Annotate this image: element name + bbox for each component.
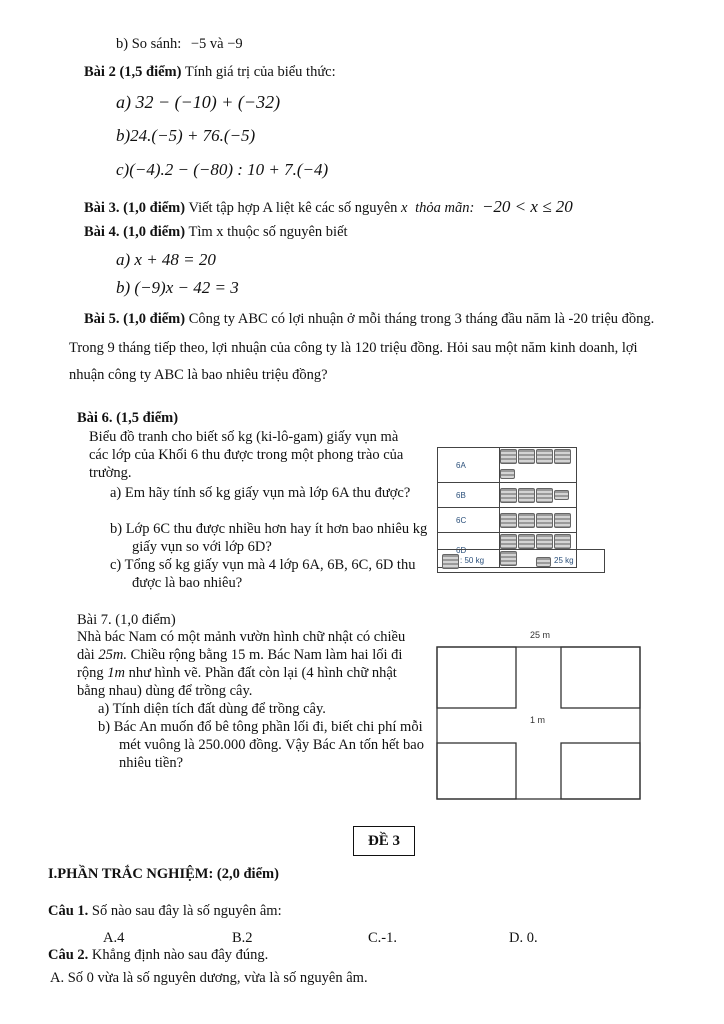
half-paper-stack-icon: [554, 490, 569, 500]
picto-legend: [437, 549, 605, 573]
paper-stack-icon: [554, 449, 571, 464]
paper-stack-icon: [554, 534, 571, 549]
paper-stack-icon: [500, 488, 517, 503]
icon-row: [500, 487, 576, 504]
picto-icons: [500, 483, 577, 508]
path-width-label: 1 m: [530, 715, 546, 725]
paper-stack-icon: [536, 449, 553, 464]
bai7-title: Bài 7. (1,0 điểm): [77, 612, 176, 628]
q1-option-c: C.-1.: [368, 930, 397, 946]
bai7-path: 1m: [107, 665, 125, 681]
bai6-question-a: a) Em hãy tính số kg giấy vụn mà lớp 6A thu được?: [110, 485, 411, 501]
bai3-var: x: [401, 200, 408, 216]
q1-option-b: B.2: [232, 930, 253, 946]
paper-stack-icon: [500, 534, 517, 549]
garden-plot-bottom-left: [437, 743, 516, 799]
bai2-title: Bài 2 (1,5 điểm): [84, 64, 182, 80]
bai2-item-c: c)(−4).2 − (−80) : 10 + 7.(−4): [116, 160, 329, 179]
bai7-intro: [77, 628, 417, 700]
bai3-ineq: −20 < x ≤ 20: [481, 197, 573, 216]
bai2-heading: [84, 64, 336, 81]
bai5-line2: Trong 9 tháng tiếp theo, lợi nhuận của công ty là 120 triệu đồng. Hỏi sau một năm kinh doanh, lợi: [69, 340, 638, 356]
garden-diagram: [436, 625, 642, 801]
compare-expr: −5 và −9: [190, 36, 243, 52]
legend-half-label: 25 kg: [554, 556, 574, 565]
bai4-heading: [84, 224, 348, 241]
garden-plot-bottom-right: [561, 743, 640, 799]
bai6-title: Bài 6. (1,5 điểm): [77, 410, 179, 426]
bai4-item-b: b) (−9)x − 42 = 3: [116, 278, 239, 297]
q2-label: Câu 2.: [48, 947, 89, 963]
bai3-cond: thỏa mãn:: [415, 200, 475, 216]
garden-plot-top-left: [437, 647, 516, 708]
bai3-title: Bài 3. (1,0 điểm): [84, 200, 186, 216]
paper-stack-icon: [442, 554, 459, 569]
compare-prefix: b) So sánh:: [116, 36, 182, 52]
bai7-question-a: a) Tính diện tích đất dùng để trồng cây.: [98, 701, 326, 717]
picto-icons: [500, 448, 577, 483]
q1-text: Số nào sau đây là số nguyên âm:: [91, 903, 282, 919]
bai7-intro-1: Nhà bác Nam có một mảnh vườn hình chữ nhật có chiều dài: [77, 629, 406, 663]
q2-line: [48, 947, 268, 964]
bai2-text: Tính giá trị của biểu thức:: [184, 64, 336, 80]
bai2-item-b: b)24.(−5) + 76.(−5): [116, 126, 256, 145]
bai3-text: Viết tập hợp A liệt kê các số nguyên: [188, 200, 398, 216]
bai4-item-a: a) x + 48 = 20: [116, 250, 216, 269]
picto-label: 6D: [438, 533, 500, 568]
paper-stack-icon: [500, 449, 517, 464]
bai6-question-b: b) Lớp 6C thu được nhiều hơn hay ít hơn bao nhiêu kg giấy vụn so với lớp 6D?: [110, 521, 428, 555]
bai5-title: Bài 5. (1,0 điểm): [84, 311, 186, 327]
bai2-item-a: a) 32 − (−10) + (−32): [116, 92, 281, 112]
paper-stack-icon: [536, 513, 553, 528]
paper-stack-icon: [536, 488, 553, 503]
bai7-intro-2: Chiều rộng bằng 15 m. Bác Nam làm hai lối đi rộng: [77, 647, 403, 681]
picto-row-6c: [438, 508, 577, 533]
paper-stack-icon: [518, 449, 535, 464]
paper-stack-icon: [518, 513, 535, 528]
picto-icons: [500, 508, 577, 533]
paper-stack-icon: [554, 513, 571, 528]
bai7-length: 25m.: [98, 647, 127, 663]
half-paper-stack-icon: [500, 469, 515, 479]
bai4-text: Tìm x thuộc số nguyên biết: [188, 224, 348, 240]
icon-row: [500, 512, 576, 529]
q1-option-a: A.4: [103, 930, 125, 946]
bai7-question-b: b) Bác An muốn đổ bê tông phần lối đi, biết chi phí mỗi mét vuông là 250.000 đồng. Vậy Bác An tốn hết bao nhiêu tiền?: [98, 719, 424, 771]
picto-label: 6C: [438, 508, 500, 533]
bai5-line1: [84, 311, 654, 328]
bai7-intro-3: như hình vẽ. Phần đất còn lại (4 hình chữ nhật bằng nhau) dùng để trồng cây.: [77, 665, 397, 699]
garden-length-label: 25 m: [530, 630, 551, 640]
bai5-text1: Công ty ABC có lợi nhuận ở mỗi tháng trong 3 tháng đầu năm là -20 triệu đồng.: [188, 311, 655, 327]
q1-label: Câu 1.: [48, 903, 89, 919]
picto-row-6b: [438, 483, 577, 508]
picto-label: 6B: [438, 483, 500, 508]
q2-text: Khẳng định nào sau đây đúng.: [91, 947, 269, 963]
bai6-intro: Biểu đồ tranh cho biết số kg (ki-lô-gam) giấy vụn mà các lớp của Khối 6 thu được trong một phong trào của trường.: [89, 429, 404, 481]
compare-line: [116, 36, 243, 53]
half-paper-stack-icon: [536, 557, 551, 567]
de3-title: ĐỀ 3: [353, 826, 415, 856]
q1-line: [48, 903, 282, 920]
paper-stack-icon: [518, 488, 535, 503]
q2-option-a: A. Số 0 vừa là số nguyên dương, vừa là số nguyên âm.: [50, 970, 368, 986]
paper-stack-icon: [500, 513, 517, 528]
picto-row-6a: [438, 448, 577, 483]
q1-option-d: D. 0.: [509, 930, 538, 946]
garden-plot-top-right: [561, 647, 640, 708]
paper-stack-icon: [536, 534, 553, 549]
bai4-title: Bài 4. (1,0 điểm): [84, 224, 186, 240]
bai5-line3: nhuận công ty ABC là bao nhiêu triệu đồng?: [69, 367, 328, 383]
section-heading: I.PHẦN TRẮC NGHIỆM: (2,0 điểm): [48, 866, 279, 882]
picto-label: 6A: [438, 448, 500, 483]
icon-row: [500, 448, 576, 482]
legend-full-label: : 50 kg: [460, 556, 485, 565]
paper-stack-icon: [518, 534, 535, 549]
bai3-line: [84, 197, 573, 217]
bai6-question-c: c) Tổng số kg giấy vụn mà 4 lớp 6A, 6B, 6C, 6D thu được là bao nhiêu?: [110, 557, 416, 591]
